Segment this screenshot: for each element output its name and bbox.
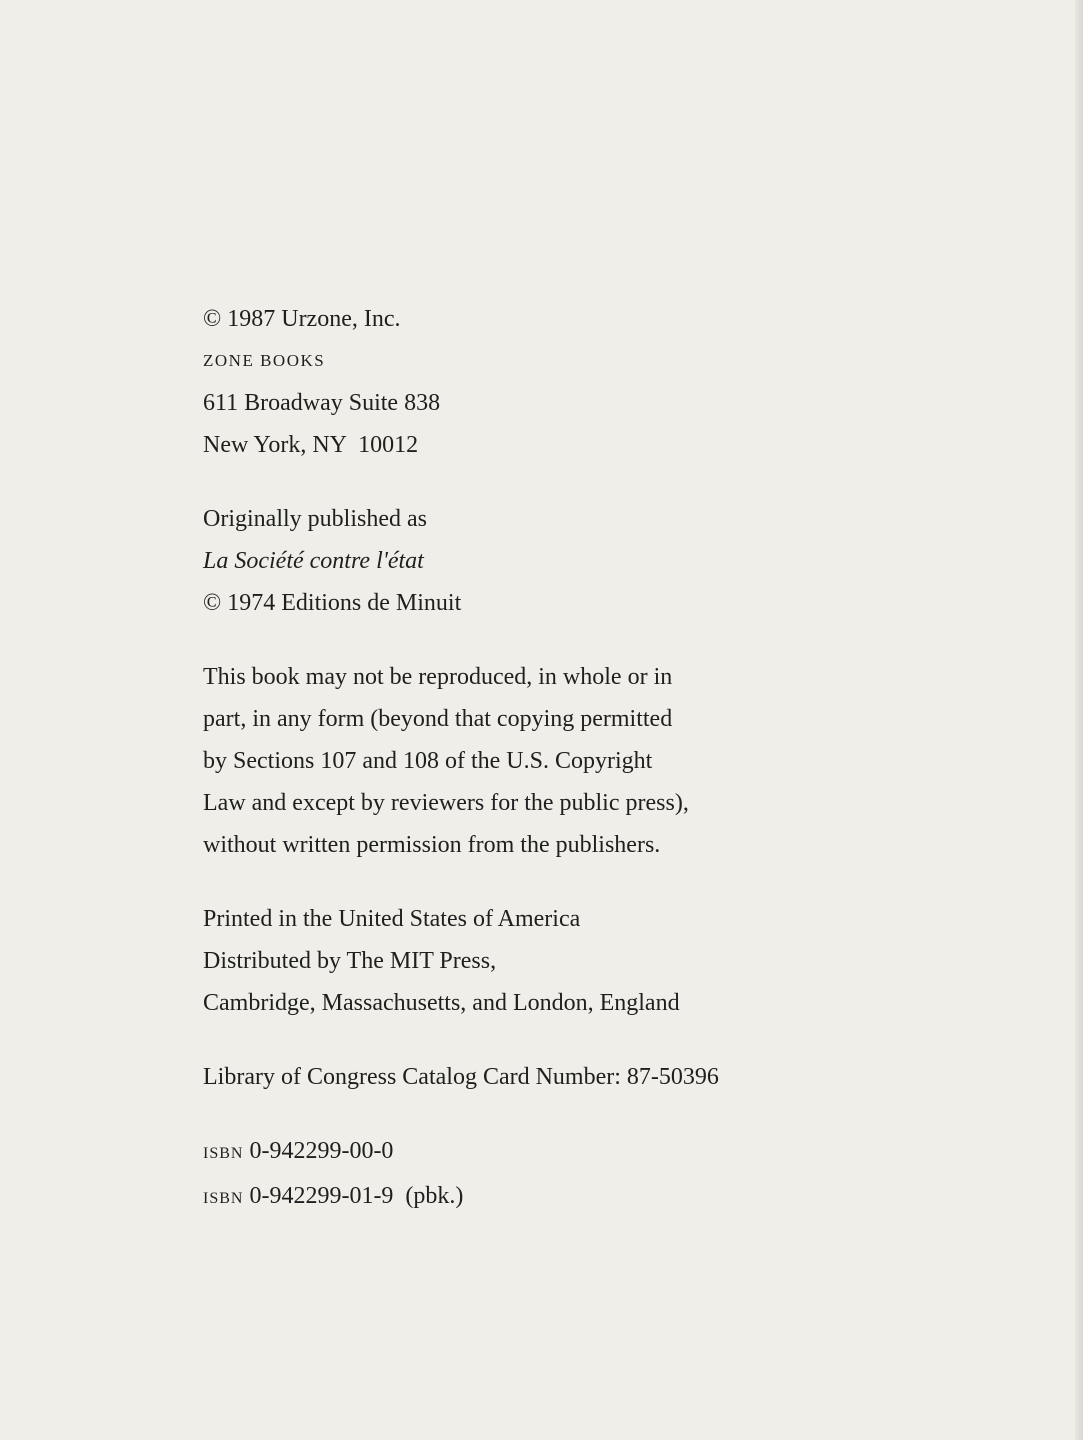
address-street: 611 Broadway Suite 838 xyxy=(203,390,441,416)
rights-notice-line: This book may not be reproduced, in whole or in xyxy=(203,664,673,690)
isbn-label: ISBN xyxy=(203,1190,244,1207)
rights-notice-line: by Sections 107 and 108 of the U.S. Copyright xyxy=(203,748,653,774)
page-edge xyxy=(1075,0,1083,1440)
original-publication-intro: Originally published as xyxy=(203,506,427,532)
isbn-cloth-line xyxy=(203,1130,803,1175)
original-publication-block xyxy=(203,498,803,624)
printed-in: Printed in the United States of America xyxy=(203,906,581,932)
original-title: La Société contre l'état xyxy=(203,548,424,574)
printing-block xyxy=(203,898,803,1024)
isbn-pbk: 0-942299-01-9 (pbk.) xyxy=(249,1183,464,1209)
distributed-by: Distributed by The MIT Press, xyxy=(203,948,497,974)
isbn-cloth: 0-942299-00-0 xyxy=(249,1138,394,1164)
isbn-block xyxy=(203,1130,803,1220)
address-city: New York, NY 10012 xyxy=(203,432,419,458)
copyright-line: © 1987 Urzone, Inc. xyxy=(203,306,401,332)
rights-notice-block xyxy=(203,656,803,866)
copyright-page xyxy=(203,298,803,1252)
rights-notice-line: part, in any form (beyond that copying permitted xyxy=(203,706,673,732)
rights-notice-line: without written permission from the publishers. xyxy=(203,832,661,858)
catalog-block xyxy=(203,1056,803,1098)
imprint-name: ZONE BOOKS xyxy=(203,351,326,370)
original-copyright: © 1974 Editions de Minuit xyxy=(203,590,462,616)
lccn: Library of Congress Catalog Card Number: 87-50396 xyxy=(203,1064,719,1090)
distributor-location: Cambridge, Massachusetts, and London, England xyxy=(203,990,680,1016)
rights-notice-line: Law and except by reviewers for the public press), xyxy=(203,790,689,816)
publisher-block xyxy=(203,298,803,466)
isbn-label: ISBN xyxy=(203,1145,244,1162)
isbn-pbk-line xyxy=(203,1175,803,1220)
